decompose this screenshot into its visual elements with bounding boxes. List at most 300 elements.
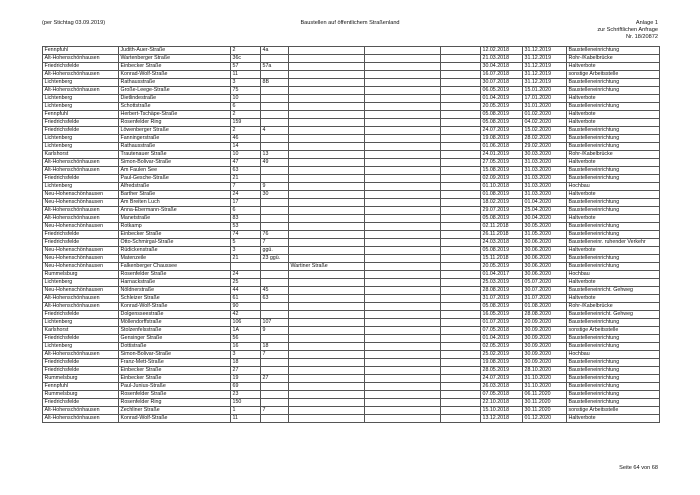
extra-cell bbox=[441, 327, 481, 335]
house-number-to-cell: 13 bbox=[261, 151, 289, 159]
measure-type-cell: Baustelleneinrichtung bbox=[567, 143, 660, 151]
cross-street-from-cell bbox=[289, 159, 365, 167]
cross-street-from-cell bbox=[289, 175, 365, 183]
measure-type-cell: Baustelleneinrichtung bbox=[567, 343, 660, 351]
start-date-cell: 15.08.2019 bbox=[481, 167, 523, 175]
house-number-from-cell: 16 bbox=[231, 343, 261, 351]
table-row bbox=[43, 375, 660, 383]
extra-cell bbox=[441, 215, 481, 223]
table-row bbox=[43, 127, 660, 135]
district-cell: Rummelsburg bbox=[43, 391, 119, 399]
cross-street-from-cell bbox=[289, 103, 365, 111]
end-date-cell: 20.09.2020 bbox=[523, 319, 567, 327]
district-cell: Lichtenberg bbox=[43, 135, 119, 143]
street-cell: Rathausstraße bbox=[119, 79, 231, 87]
extra-cell bbox=[441, 63, 481, 71]
table-row bbox=[43, 327, 660, 335]
house-number-from-cell: 2 bbox=[231, 47, 261, 55]
table-row bbox=[43, 63, 660, 71]
end-date-cell: 30.06.2020 bbox=[523, 239, 567, 247]
cross-street-to-cell bbox=[365, 407, 441, 415]
cross-street-to-cell bbox=[365, 335, 441, 343]
house-number-to-cell: 18 bbox=[261, 343, 289, 351]
cross-street-to-cell bbox=[365, 343, 441, 351]
cross-street-to-cell bbox=[365, 295, 441, 303]
house-number-from-cell: 27 bbox=[231, 367, 261, 375]
cross-street-to-cell bbox=[365, 127, 441, 135]
district-cell: Rummelsburg bbox=[43, 271, 119, 279]
street-cell: Konrad-Wolf-Straße bbox=[119, 415, 231, 423]
street-cell: Schottstraße bbox=[119, 103, 231, 111]
house-number-to-cell bbox=[261, 143, 289, 151]
end-date-cell: 30.11.2020 bbox=[523, 407, 567, 415]
house-number-to-cell bbox=[261, 367, 289, 375]
house-number-from-cell: 5 bbox=[231, 239, 261, 247]
street-cell: Rotkamp bbox=[119, 223, 231, 231]
extra-cell bbox=[441, 247, 481, 255]
extra-cell bbox=[441, 271, 481, 279]
start-date-cell: 28.08.2019 bbox=[481, 287, 523, 295]
cross-street-to-cell bbox=[365, 383, 441, 391]
street-cell: Dolgensseestraße bbox=[119, 311, 231, 319]
house-number-to-cell bbox=[261, 135, 289, 143]
house-number-from-cell: 74 bbox=[231, 231, 261, 239]
cross-street-from-cell bbox=[289, 311, 365, 319]
cross-street-to-cell bbox=[365, 415, 441, 423]
extra-cell bbox=[441, 367, 481, 375]
cross-street-from-cell bbox=[289, 407, 365, 415]
street-cell: Simon-Bolivar-Straße bbox=[119, 351, 231, 359]
end-date-cell: 31.03.2020 bbox=[523, 183, 567, 191]
inquiry-number: Nr. 18/20872 bbox=[625, 34, 658, 40]
start-date-cell: 26.11.2018 bbox=[481, 231, 523, 239]
house-number-to-cell bbox=[261, 415, 289, 423]
cross-street-to-cell bbox=[365, 167, 441, 175]
end-date-cell: 31.12.2019 bbox=[523, 55, 567, 63]
start-date-cell: 29.07.2019 bbox=[481, 207, 523, 215]
end-date-cell: 15.02.2020 bbox=[523, 127, 567, 135]
start-date-cell: 07.05.2018 bbox=[481, 391, 523, 399]
street-cell: Barther Straße bbox=[119, 191, 231, 199]
extra-cell bbox=[441, 159, 481, 167]
house-number-from-cell: 63 bbox=[231, 167, 261, 175]
table-row bbox=[43, 215, 660, 223]
start-date-cell: 19.08.2019 bbox=[481, 359, 523, 367]
house-number-from-cell: 75 bbox=[231, 87, 261, 95]
district-cell: Alt-Hohenschönhausen bbox=[43, 167, 119, 175]
house-number-from-cell: 7 bbox=[231, 183, 261, 191]
cross-street-to-cell bbox=[365, 311, 441, 319]
measure-type-cell: Haltverbote bbox=[567, 247, 660, 255]
street-cell: Einbecker Straße bbox=[119, 375, 231, 383]
house-number-from-cell: 3 bbox=[231, 247, 261, 255]
district-cell: Fennpfuhl bbox=[43, 47, 119, 55]
district-cell: Karlshorst bbox=[43, 151, 119, 159]
table-row bbox=[43, 175, 660, 183]
cross-street-from-cell bbox=[289, 383, 365, 391]
extra-cell bbox=[441, 335, 481, 343]
cross-street-to-cell bbox=[365, 63, 441, 71]
table-row bbox=[43, 55, 660, 63]
measure-type-cell: Baustelleneinrichtung bbox=[567, 223, 660, 231]
street-cell: Große-Leege-Straße bbox=[119, 87, 231, 95]
street-cell: Am Faulen See bbox=[119, 167, 231, 175]
extra-cell bbox=[441, 375, 481, 383]
start-date-cell: 13.12.2018 bbox=[481, 415, 523, 423]
extra-cell bbox=[441, 151, 481, 159]
measure-type-cell: Rohr-/Kabelbrücke bbox=[567, 55, 660, 63]
house-number-to-cell bbox=[261, 391, 289, 399]
table-row bbox=[43, 183, 660, 191]
house-number-to-cell bbox=[261, 175, 289, 183]
extra-cell bbox=[441, 279, 481, 287]
street-cell: Alfredstraße bbox=[119, 183, 231, 191]
table-row bbox=[43, 295, 660, 303]
start-date-cell: 26.03.2018 bbox=[481, 383, 523, 391]
end-date-cell: 04.02.2020 bbox=[523, 119, 567, 127]
start-date-cell: 24.07.2019 bbox=[481, 375, 523, 383]
table-row bbox=[43, 119, 660, 127]
start-date-cell: 30.07.2018 bbox=[481, 79, 523, 87]
district-cell: Lichtenberg bbox=[43, 95, 119, 103]
table-row bbox=[43, 111, 660, 119]
street-cell: Konrad-Wolf-Straße bbox=[119, 71, 231, 79]
extra-cell bbox=[441, 183, 481, 191]
street-cell: Trautenauer Straße bbox=[119, 151, 231, 159]
extra-cell bbox=[441, 55, 481, 63]
cross-street-to-cell bbox=[365, 271, 441, 279]
table-row bbox=[43, 159, 660, 167]
measure-type-cell: Baustelleneinricht. Gehweg bbox=[567, 311, 660, 319]
table-row bbox=[43, 319, 660, 327]
table-row bbox=[43, 311, 660, 319]
end-date-cell: 30.03.2020 bbox=[523, 151, 567, 159]
measure-type-cell: Baustelleneinrichtung bbox=[567, 175, 660, 183]
house-number-from-cell: 53 bbox=[231, 223, 261, 231]
house-number-from-cell: 106 bbox=[231, 319, 261, 327]
cross-street-to-cell bbox=[365, 143, 441, 151]
street-cell: Anna-Ebermann-Straße bbox=[119, 207, 231, 215]
end-date-cell: 31.12.2019 bbox=[523, 79, 567, 87]
measure-type-cell: Baustelleneinricht. Gehweg bbox=[567, 287, 660, 295]
house-number-to-cell bbox=[261, 399, 289, 407]
street-cell: Matenzeile bbox=[119, 255, 231, 263]
street-cell: Fanningerstraße bbox=[119, 135, 231, 143]
end-date-cell: 31.03.2020 bbox=[523, 159, 567, 167]
start-date-cell: 18.02.2019 bbox=[481, 199, 523, 207]
extra-cell bbox=[441, 127, 481, 135]
extra-cell bbox=[441, 207, 481, 215]
extra-cell bbox=[441, 351, 481, 359]
extra-cell bbox=[441, 143, 481, 151]
extra-cell bbox=[441, 191, 481, 199]
house-number-to-cell: 63 bbox=[261, 295, 289, 303]
house-number-to-cell bbox=[261, 303, 289, 311]
house-number-to-cell bbox=[261, 311, 289, 319]
cross-street-from-cell bbox=[289, 375, 365, 383]
street-cell: Gensinger Straße bbox=[119, 335, 231, 343]
table-row bbox=[43, 87, 660, 95]
measure-type-cell: Baustelleneinrichtung bbox=[567, 199, 660, 207]
cross-street-from-cell bbox=[289, 183, 365, 191]
measure-type-cell: Hochbau bbox=[567, 351, 660, 359]
start-date-cell: 21.03.2018 bbox=[481, 55, 523, 63]
cross-street-to-cell bbox=[365, 151, 441, 159]
house-number-from-cell: 21 bbox=[231, 255, 261, 263]
district-cell: Alt-Hohenschönhausen bbox=[43, 215, 119, 223]
cross-street-from-cell bbox=[289, 191, 365, 199]
measure-type-cell: Haltverbote bbox=[567, 95, 660, 103]
house-number-to-cell bbox=[261, 215, 289, 223]
extra-cell bbox=[441, 255, 481, 263]
district-cell: Friedrichsfelde bbox=[43, 311, 119, 319]
table-row bbox=[43, 407, 660, 415]
house-number-from-cell: 1A bbox=[231, 327, 261, 335]
street-cell: Paul-Gesche-Straße bbox=[119, 175, 231, 183]
district-cell: Alt-Hohenschönhausen bbox=[43, 415, 119, 423]
cross-street-from-cell bbox=[289, 127, 365, 135]
district-cell: Alt-Hohenschönhausen bbox=[43, 71, 119, 79]
start-date-cell: 01.04.2019 bbox=[481, 335, 523, 343]
house-number-to-cell bbox=[261, 167, 289, 175]
district-cell: Alt-Hohenschönhausen bbox=[43, 159, 119, 167]
street-cell: Simon-Bolivar-Straße bbox=[119, 159, 231, 167]
end-date-cell: 30.05.2020 bbox=[523, 223, 567, 231]
street-cell: Löwenberger Straße bbox=[119, 127, 231, 135]
end-date-cell: 30.11.2020 bbox=[523, 399, 567, 407]
street-cell: Harnackstraße bbox=[119, 279, 231, 287]
table-row bbox=[43, 255, 660, 263]
end-date-cell: 31.10.2020 bbox=[523, 383, 567, 391]
house-number-from-cell: 90 bbox=[231, 303, 261, 311]
end-date-cell: 31.05.2020 bbox=[523, 231, 567, 239]
table-row bbox=[43, 151, 660, 159]
end-date-cell: 01.12.2020 bbox=[523, 415, 567, 423]
extra-cell bbox=[441, 95, 481, 103]
table-row bbox=[43, 383, 660, 391]
measure-type-cell: Haltverbote bbox=[567, 415, 660, 423]
cross-street-from-cell bbox=[289, 271, 365, 279]
end-date-cell: 31.03.2020 bbox=[523, 175, 567, 183]
extra-cell bbox=[441, 223, 481, 231]
start-date-cell: 01.04.2017 bbox=[481, 271, 523, 279]
table-row bbox=[43, 415, 660, 423]
district-cell: Lichtenberg bbox=[43, 319, 119, 327]
end-date-cell: 31.07.2020 bbox=[523, 295, 567, 303]
cross-street-to-cell bbox=[365, 303, 441, 311]
extra-cell bbox=[441, 399, 481, 407]
house-number-from-cell: 159 bbox=[231, 119, 261, 127]
table-row bbox=[43, 343, 660, 351]
district-cell: Friedrichsfelde bbox=[43, 239, 119, 247]
measure-type-cell: Baustelleneinrichtung bbox=[567, 47, 660, 55]
district-cell: Friedrichsfelde bbox=[43, 127, 119, 135]
measure-type-cell: Rohr-/Kabelbrücke bbox=[567, 303, 660, 311]
house-number-from-cell bbox=[231, 263, 261, 271]
house-number-from-cell: 1 bbox=[231, 407, 261, 415]
cross-street-from-cell bbox=[289, 391, 365, 399]
cross-street-from-cell bbox=[289, 279, 365, 287]
cross-street-from-cell bbox=[289, 199, 365, 207]
start-date-cell: 20.05.2019 bbox=[481, 263, 523, 271]
house-number-from-cell: 19 bbox=[231, 375, 261, 383]
cross-street-from-cell bbox=[289, 111, 365, 119]
district-cell: Fennpfuhl bbox=[43, 111, 119, 119]
end-date-cell: 01.04.2020 bbox=[523, 199, 567, 207]
house-number-from-cell: 42 bbox=[231, 311, 261, 319]
cross-street-from-cell bbox=[289, 55, 365, 63]
table-row bbox=[43, 79, 660, 87]
start-date-cell: 02.05.2019 bbox=[481, 343, 523, 351]
extra-cell bbox=[441, 47, 481, 55]
house-number-from-cell: 18 bbox=[231, 359, 261, 367]
house-number-to-cell bbox=[261, 103, 289, 111]
cross-street-from-cell bbox=[289, 343, 365, 351]
district-cell: Lichtenberg bbox=[43, 103, 119, 111]
house-number-from-cell: 2 bbox=[231, 111, 261, 119]
cross-street-to-cell bbox=[365, 223, 441, 231]
end-date-cell: 29.02.2020 bbox=[523, 143, 567, 151]
cross-street-from-cell bbox=[289, 231, 365, 239]
house-number-from-cell: 83 bbox=[231, 215, 261, 223]
house-number-to-cell bbox=[261, 119, 289, 127]
house-number-to-cell: 107 bbox=[261, 319, 289, 327]
measure-type-cell: Baustelleneinrichtung bbox=[567, 391, 660, 399]
measure-type-cell: Rohr-/Kabelbrücke bbox=[567, 151, 660, 159]
street-cell: Am Breiten Luch bbox=[119, 199, 231, 207]
end-date-cell: 30.09.2020 bbox=[523, 359, 567, 367]
house-number-to-cell: 23 ggü. bbox=[261, 255, 289, 263]
page-title: Baustellen auf öffentlichem Straßenland bbox=[300, 20, 400, 26]
house-number-to-cell bbox=[261, 271, 289, 279]
measure-type-cell: Baustelleneinrichtung bbox=[567, 127, 660, 135]
table-row bbox=[43, 303, 660, 311]
measure-type-cell: Baustelleneinrichtung bbox=[567, 135, 660, 143]
cross-street-to-cell bbox=[365, 103, 441, 111]
street-cell: Paul-Junius-Straße bbox=[119, 383, 231, 391]
house-number-from-cell: 17 bbox=[231, 199, 261, 207]
house-number-to-cell: 9 bbox=[261, 183, 289, 191]
end-date-cell: 31.03.2020 bbox=[523, 167, 567, 175]
house-number-from-cell: 21 bbox=[231, 175, 261, 183]
house-number-to-cell: 8B bbox=[261, 79, 289, 87]
district-cell: Karlshorst bbox=[43, 327, 119, 335]
cross-street-from-cell bbox=[289, 79, 365, 87]
house-number-to-cell: 4a bbox=[261, 47, 289, 55]
house-number-from-cell: 11 bbox=[231, 415, 261, 423]
end-date-cell: 25.04.2020 bbox=[523, 207, 567, 215]
cross-street-to-cell bbox=[365, 55, 441, 63]
start-date-cell: 07.05.2018 bbox=[481, 327, 523, 335]
table-row bbox=[43, 399, 660, 407]
house-number-to-cell: ggü. bbox=[261, 247, 289, 255]
extra-cell bbox=[441, 87, 481, 95]
house-number-to-cell bbox=[261, 279, 289, 287]
extra-cell bbox=[441, 319, 481, 327]
start-date-cell: 16.05.2019 bbox=[481, 311, 523, 319]
cross-street-to-cell bbox=[365, 47, 441, 55]
house-number-to-cell: 30 bbox=[261, 191, 289, 199]
house-number-to-cell bbox=[261, 111, 289, 119]
district-cell: Friedrichsfelde bbox=[43, 231, 119, 239]
table-row bbox=[43, 207, 660, 215]
end-date-cell: 30.09.2020 bbox=[523, 335, 567, 343]
start-date-cell: 24.01.2019 bbox=[481, 151, 523, 159]
end-date-cell: 31.10.2020 bbox=[523, 375, 567, 383]
cross-street-from-cell bbox=[289, 119, 365, 127]
extra-cell bbox=[441, 383, 481, 391]
measure-type-cell: Baustelleneinrichtung bbox=[567, 87, 660, 95]
table-row bbox=[43, 135, 660, 143]
extra-cell bbox=[441, 231, 481, 239]
start-date-cell: 28.05.2019 bbox=[481, 367, 523, 375]
measure-type-cell: Haltverbote bbox=[567, 111, 660, 119]
district-cell: Rummelsburg bbox=[43, 375, 119, 383]
table-row bbox=[43, 271, 660, 279]
street-cell: Otto-Schmirgal-Straße bbox=[119, 239, 231, 247]
extra-cell bbox=[441, 111, 481, 119]
extra-cell bbox=[441, 359, 481, 367]
house-number-to-cell: 7 bbox=[261, 239, 289, 247]
district-cell: Friedrichsfelde bbox=[43, 63, 119, 71]
extra-cell bbox=[441, 263, 481, 271]
cross-street-to-cell bbox=[365, 359, 441, 367]
measure-type-cell: Haltverbote bbox=[567, 191, 660, 199]
table-row bbox=[43, 199, 660, 207]
district-cell: Lichtenberg bbox=[43, 343, 119, 351]
cross-street-from-cell bbox=[289, 367, 365, 375]
district-cell: Friedrichsfelde bbox=[43, 119, 119, 127]
end-date-cell: 31.01.2020 bbox=[523, 103, 567, 111]
table-row bbox=[43, 191, 660, 199]
start-date-cell: 20.05.2019 bbox=[481, 103, 523, 111]
cross-street-to-cell bbox=[365, 239, 441, 247]
street-cell: Nöldnerstraße bbox=[119, 287, 231, 295]
extra-cell bbox=[441, 407, 481, 415]
house-number-from-cell: 3 bbox=[231, 351, 261, 359]
start-date-cell: 01.04.2019 bbox=[481, 95, 523, 103]
district-cell: Lichtenberg bbox=[43, 143, 119, 151]
table-row bbox=[43, 143, 660, 151]
start-date-cell: 02.11.2018 bbox=[481, 223, 523, 231]
house-number-to-cell bbox=[261, 223, 289, 231]
extra-cell bbox=[441, 199, 481, 207]
house-number-from-cell: 24 bbox=[231, 191, 261, 199]
cross-street-from-cell bbox=[289, 95, 365, 103]
extra-cell bbox=[441, 175, 481, 183]
street-cell: Rosenfelder Ring bbox=[119, 399, 231, 407]
house-number-from-cell: 56 bbox=[231, 335, 261, 343]
start-date-cell: 19.08.2019 bbox=[481, 135, 523, 143]
construction-sites-table bbox=[42, 46, 660, 423]
end-date-cell: 31.12.2019 bbox=[523, 47, 567, 55]
cross-street-to-cell bbox=[365, 263, 441, 271]
district-cell: Friedrichsfelde bbox=[43, 399, 119, 407]
cross-street-from-cell bbox=[289, 223, 365, 231]
table-row bbox=[43, 335, 660, 343]
measure-type-cell: sonstige Arbeitsstelle bbox=[567, 407, 660, 415]
measure-type-cell: Hochbau bbox=[567, 271, 660, 279]
measure-type-cell: Haltverbote bbox=[567, 159, 660, 167]
cross-street-to-cell bbox=[365, 175, 441, 183]
district-cell: Lichtenberg bbox=[43, 79, 119, 87]
extra-cell bbox=[441, 167, 481, 175]
house-number-to-cell bbox=[261, 359, 289, 367]
extra-cell bbox=[441, 295, 481, 303]
cross-street-from-cell bbox=[289, 295, 365, 303]
cross-street-from-cell bbox=[289, 303, 365, 311]
house-number-from-cell: 57 bbox=[231, 63, 261, 71]
